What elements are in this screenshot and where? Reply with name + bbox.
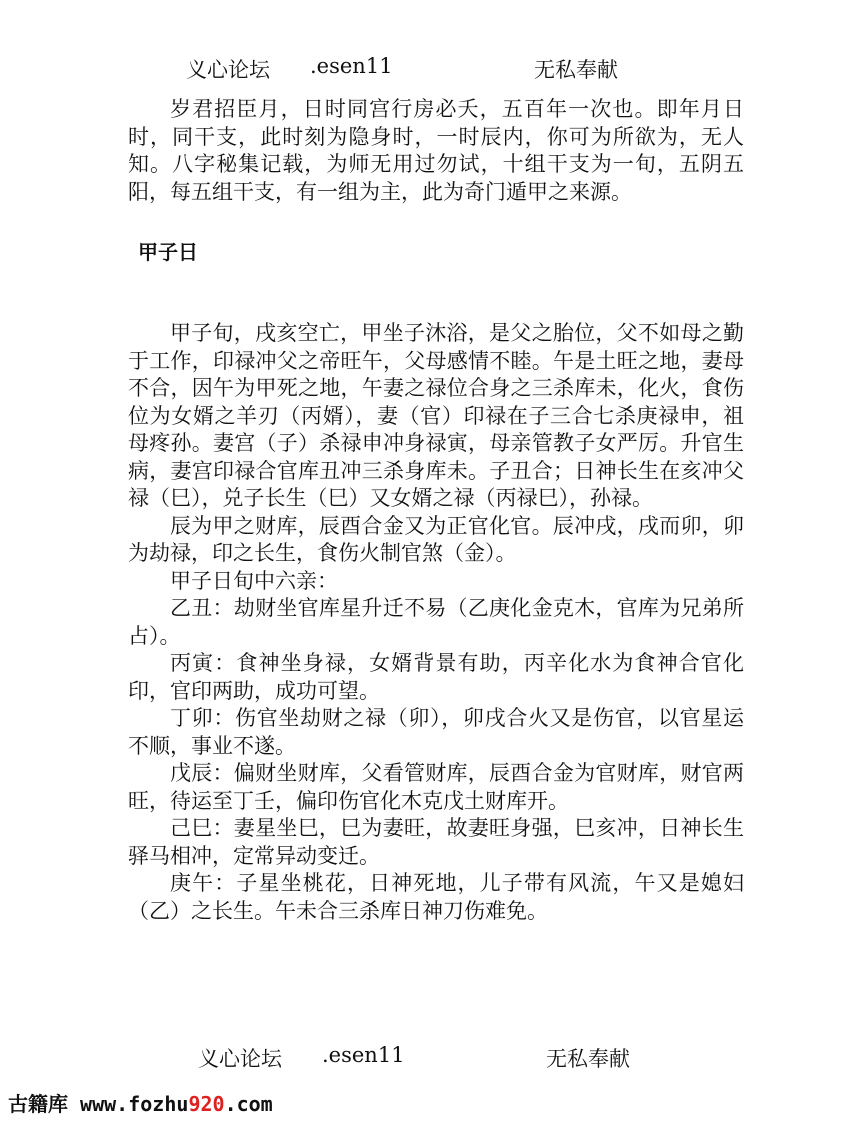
footer-site-id: .esen11 xyxy=(322,1043,405,1067)
footer-motto: 无私奉献 xyxy=(546,1047,630,1071)
watermark-prefix: 古籍库 www. xyxy=(8,1092,129,1116)
paragraph-2: 辰为甲之财库，辰酉合金又为正官化官。辰冲戌，戌而卯，卯为劫禄，印之长生，食伤火制官煞（金）。 xyxy=(128,513,744,565)
paragraph-6: 丁卯：伤官坐劫财之禄（卯），卯戌合火又是伤官，以官星运不顺，事业不遂。 xyxy=(128,706,744,758)
paragraph-4: 乙丑：劫财坐官库星升迁不易（乙庚化金克木，官库为兄弟所占）。 xyxy=(128,596,744,648)
paragraph-8: 己巳：妻星坐巳，巳为妻旺，故妻旺身强，巳亥冲，日神长生驿马相冲，定常异动变迁。 xyxy=(128,816,744,868)
footer-forum-name: 义心论坛 xyxy=(198,1047,282,1071)
page-header xyxy=(0,54,866,84)
header-motto: 无私奉献 xyxy=(534,58,618,82)
paragraph-9: 庚午：子星坐桃花，日神死地，儿子带有风流，午又是媳妇（乙）之长生。午未合三杀库日神刀伤难免。 xyxy=(128,871,744,923)
watermark-number: 920 xyxy=(188,1092,225,1116)
watermark-domain: fozhu xyxy=(128,1092,189,1116)
paragraph-7: 戊辰：偏财坐财库，父看管财库，辰酉合金为官财库，财官两旺，待运至丁壬，偏印伤官化木克戊土财库开。 xyxy=(128,761,744,813)
paragraph-1: 甲子旬，戌亥空亡，甲坐子沐浴，是父之胎位，父不如母之勤于工作，印禄冲父之帝旺午，父母感情不睦。午是土旺之地，妻母不合，因午为甲死之地，午妻之禄位合身之三杀库未，化火，食伤位为女婿之羊刃（丙婿），妻（官）印禄在子三合七杀庚禄申，祖母疼孙。妻宫（子）杀禄申冲身禄寅，母亲管教子女严厉。升官生病，妻宫印禄合官库丑冲三杀身库未。子丑合；日神长生在亥冲父禄（巳），兑子长生（巳）又女婿之禄（丙禄巳），孙禄。 xyxy=(128,321,744,510)
intro-paragraph: 岁君招臣月，日时同宫行房必夭，五百年一次也。即年月日时，同干支，此时刻为隐身时，一时辰内，你可为所欲为，无人知。八字秘集记载，为师无用过勿试，十组干支为一旬，五阴五阳，每五组干支，有一组为主，此为奇门遁甲之来源。 xyxy=(128,97,744,204)
source-watermark xyxy=(8,1088,273,1117)
header-forum-name: 义心论坛 xyxy=(186,58,270,82)
section-heading: 甲子日 xyxy=(138,240,198,264)
intro-block xyxy=(128,96,744,206)
header-site-id: .esen11 xyxy=(310,54,393,78)
page-footer xyxy=(0,1043,866,1073)
main-text-block xyxy=(128,320,744,925)
paragraph-3: 甲子日旬中六亲： xyxy=(170,568,338,593)
paragraph-5: 丙寅：食神坐身禄，女婿背景有助，丙辛化水为食神合官化印，官印两助，成功可望。 xyxy=(128,651,744,703)
watermark-suffix: .com xyxy=(224,1092,273,1116)
